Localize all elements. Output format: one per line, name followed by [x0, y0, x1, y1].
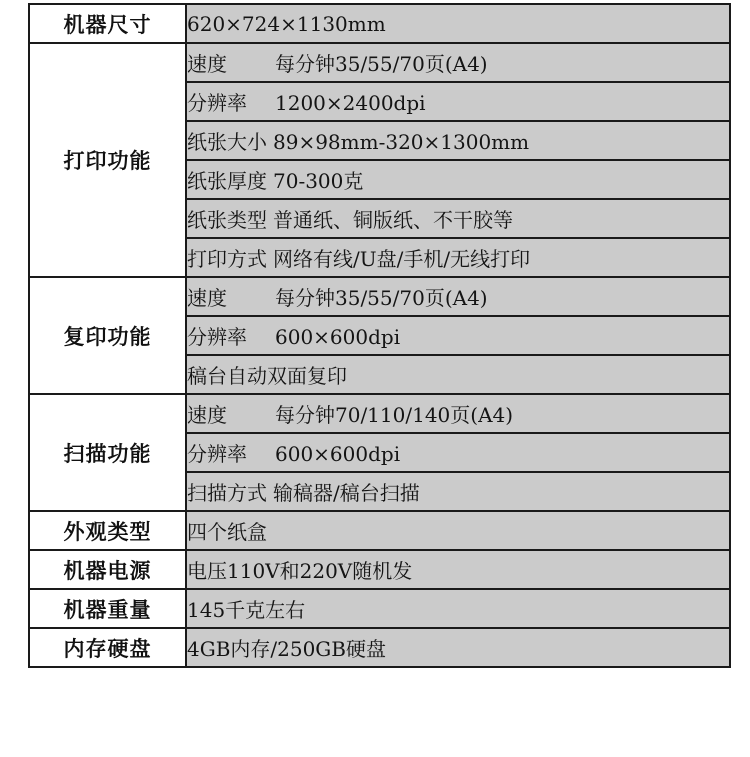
- value-appearance: 四个纸盒: [186, 511, 730, 550]
- val-scan-method: 输稿器/稿台扫描: [273, 481, 420, 505]
- value-copy-speed: [186, 277, 730, 316]
- val-copy-resolution: 600×600dpi: [275, 325, 401, 349]
- label-print: 打印功能: [29, 43, 186, 277]
- row-scan-speed: [29, 394, 730, 433]
- spec-table: [28, 3, 731, 668]
- value-print-paper-size: [186, 121, 730, 160]
- value-dimensions: 620×724×1130mm: [186, 4, 730, 43]
- key-copy-resolution: 分辨率: [187, 325, 247, 349]
- label-copy: 复印功能: [29, 277, 186, 394]
- value-copy-resolution: [186, 316, 730, 355]
- value-print-method: [186, 238, 730, 277]
- value-copy-duplex: 稿台自动双面复印: [186, 355, 730, 394]
- value-print-paper-weight: [186, 160, 730, 199]
- value-print-speed: [186, 43, 730, 82]
- row-power: [29, 550, 730, 589]
- val-scan-speed: 每分钟70/110/140页(A4): [275, 403, 514, 427]
- key-scan-resolution: 分辨率: [187, 442, 247, 466]
- key-copy-speed: 速度: [187, 286, 227, 310]
- label-weight: 机器重量: [29, 589, 186, 628]
- label-appearance: 外观类型: [29, 511, 186, 550]
- value-print-paper-type: [186, 199, 730, 238]
- val-print-paper-type: 普通纸、铜版纸、不干胶等: [273, 208, 513, 232]
- value-scan-method: [186, 472, 730, 511]
- key-print-method: 打印方式: [187, 247, 267, 271]
- row-print-speed: [29, 43, 730, 82]
- val-print-paper-weight: 70-300克: [273, 169, 364, 193]
- key-scan-method: 扫描方式: [187, 481, 267, 505]
- label-power: 机器电源: [29, 550, 186, 589]
- value-weight: 145千克左右: [186, 589, 730, 628]
- value-scan-speed: [186, 394, 730, 433]
- val-copy-speed: 每分钟35/55/70页(A4): [275, 286, 488, 310]
- val-scan-resolution: 600×600dpi: [275, 442, 401, 466]
- value-print-resolution: [186, 82, 730, 121]
- key-print-resolution: 分辨率: [187, 91, 247, 115]
- row-appearance: [29, 511, 730, 550]
- row-weight: [29, 589, 730, 628]
- key-print-paper-type: 纸张类型: [187, 208, 267, 232]
- value-scan-resolution: [186, 433, 730, 472]
- key-print-speed: 速度: [187, 52, 227, 76]
- label-dimensions: 机器尺寸: [29, 4, 186, 43]
- key-print-paper-weight: 纸张厚度: [187, 169, 267, 193]
- row-copy-speed: [29, 277, 730, 316]
- value-power: 电压110V和220V随机发: [186, 550, 730, 589]
- label-storage: 内存硬盘: [29, 628, 186, 667]
- key-scan-speed: 速度: [187, 403, 227, 427]
- val-print-speed: 每分钟35/55/70页(A4): [275, 52, 488, 76]
- val-print-method: 网络有线/U盘/手机/无线打印: [273, 247, 531, 271]
- label-scan: 扫描功能: [29, 394, 186, 511]
- val-print-paper-size: 89×98mm-320×1300mm: [273, 130, 530, 154]
- val-print-resolution: 1200×2400dpi: [275, 91, 426, 115]
- key-print-paper-size: 纸张大小: [187, 130, 267, 154]
- value-storage: 4GB内存/250GB硬盘: [186, 628, 730, 667]
- row-storage: [29, 628, 730, 667]
- row-dimensions: [29, 4, 730, 43]
